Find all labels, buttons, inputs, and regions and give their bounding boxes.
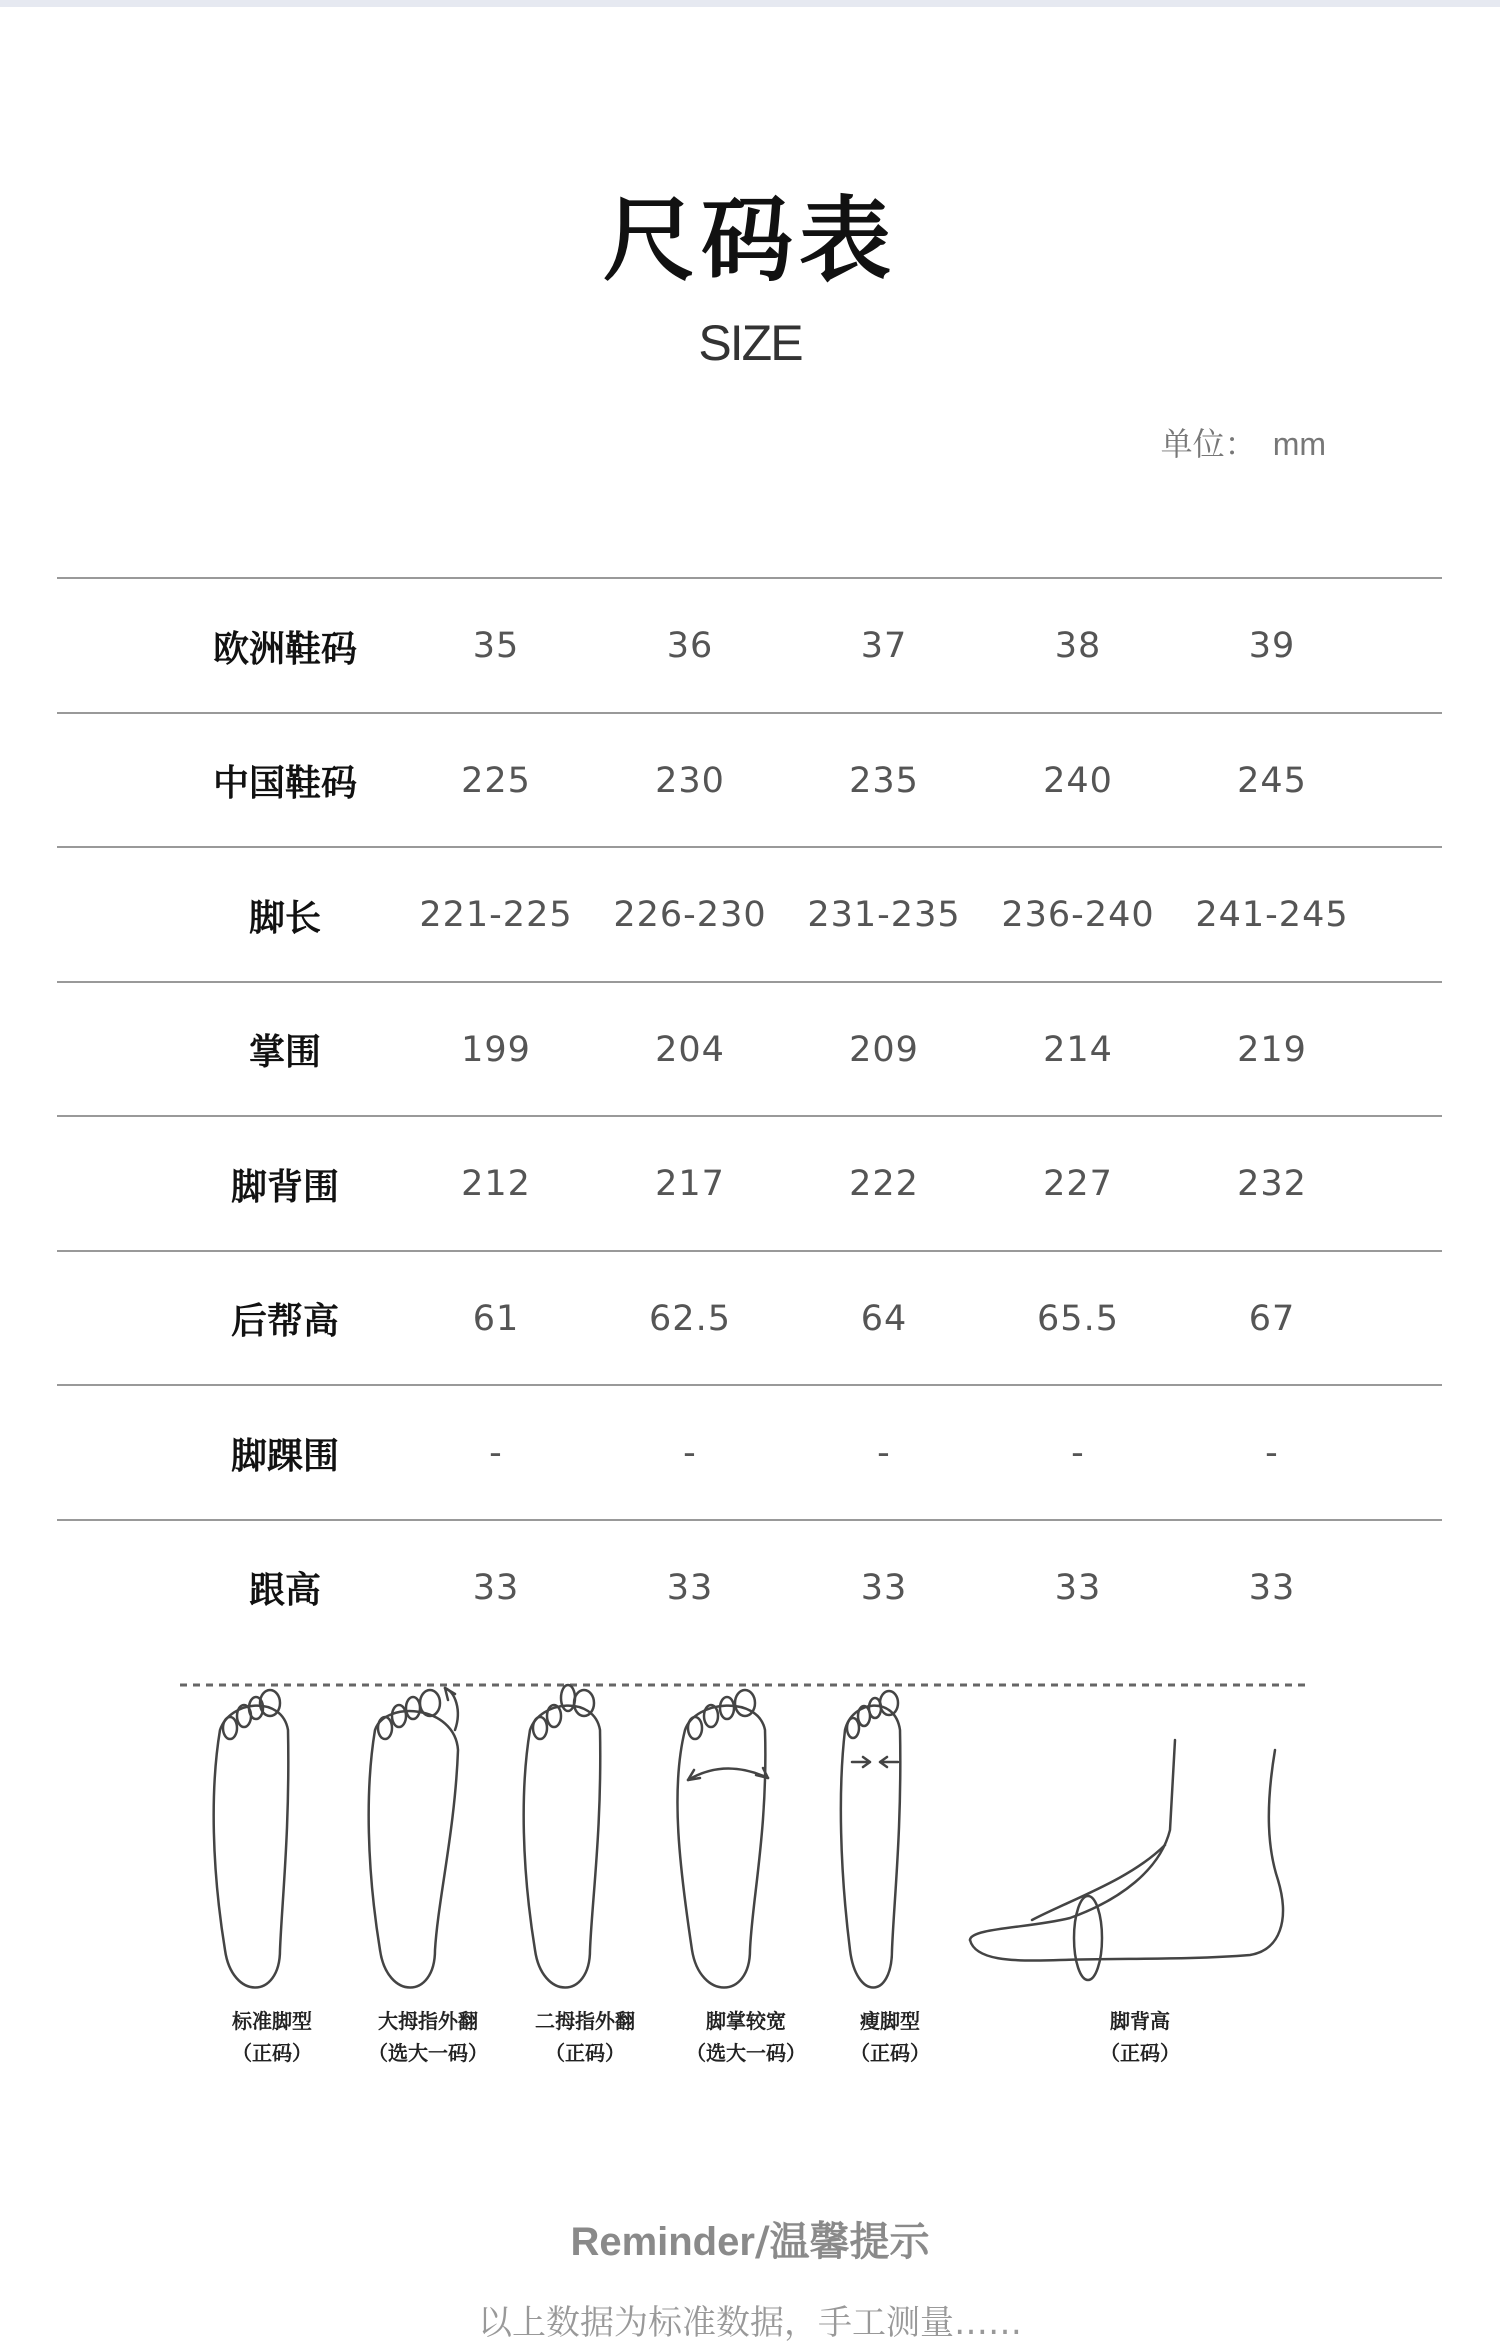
table-cell: 204 — [655, 1029, 725, 1070]
table-row — [57, 577, 1442, 712]
unit-label: 单位： — [1160, 425, 1257, 463]
table-cell: 33 — [1054, 1567, 1102, 1608]
foot-type-name: 脚掌较宽 — [706, 2009, 786, 2033]
table-row — [57, 1250, 1442, 1385]
reminder-text: 以上数据为标准数据，手工测量…… — [478, 2303, 1022, 2343]
table-cell: 35 — [472, 626, 520, 666]
foot-type-name: 脚背高 — [1110, 2009, 1170, 2033]
row-label: 后帮高 — [230, 1301, 339, 1342]
foot-type-advice: （正码） — [850, 2041, 930, 2065]
table-cell: 64 — [860, 1298, 908, 1339]
foot-type-name: 瘦脚型 — [860, 2009, 920, 2033]
table-cell: 226-230 — [613, 895, 767, 935]
standard-foot-icon — [214, 1690, 289, 1988]
table-cell: 231-235 — [807, 895, 961, 935]
table-cell: - — [1265, 1433, 1279, 1473]
table-cell: 241-245 — [1195, 895, 1349, 935]
table-cell: 33 — [472, 1567, 520, 1608]
table-cell: 227 — [1043, 1164, 1113, 1204]
table-cell: 245 — [1237, 760, 1307, 801]
second-toe-foot-icon — [524, 1685, 601, 1988]
table-cell: 209 — [849, 1029, 919, 1070]
row-label: 跟高 — [248, 1570, 321, 1611]
table-cell: 230 — [655, 760, 725, 801]
table-cell: 39 — [1248, 626, 1296, 666]
foot-type-advice: （选大一码） — [686, 2041, 806, 2065]
foot-type-advice: （选大一码） — [368, 2041, 488, 2065]
table-cell: 67 — [1248, 1298, 1296, 1339]
table-cell: 33 — [860, 1567, 908, 1608]
foot-type-advice: （正码） — [1100, 2041, 1180, 2065]
table-cell: 232 — [1237, 1164, 1307, 1204]
row-label: 掌围 — [248, 1032, 321, 1073]
unit-note — [1160, 425, 1326, 463]
row-label: 脚踝围 — [230, 1435, 339, 1477]
table-cell: 240 — [1043, 760, 1113, 801]
table-cell: 65.5 — [1037, 1298, 1119, 1339]
table-cell: 33 — [1248, 1567, 1296, 1608]
table-cell: 62.5 — [649, 1298, 731, 1339]
foot-type-advice: （正码） — [232, 2041, 312, 2065]
table-row — [57, 1519, 1442, 1654]
table-cell: 235 — [849, 760, 919, 801]
table-cell: 225 — [461, 760, 531, 801]
table-cell: 199 — [461, 1029, 531, 1070]
table-cell: 221-225 — [419, 895, 573, 935]
unit-value: mm — [1272, 426, 1326, 462]
table-cell: 217 — [655, 1164, 725, 1204]
row-label: 脚背围 — [230, 1166, 339, 1208]
narrow-foot-icon — [841, 1691, 900, 1988]
foot-type-caption — [795, 2005, 985, 2069]
reminder-heading — [0, 2219, 1500, 2265]
table-cell: - — [683, 1433, 697, 1473]
page-subtitle: SIZE — [698, 315, 802, 371]
foot-type-advice: （正码） — [545, 2041, 625, 2065]
top-strip — [0, 0, 1500, 7]
table-row — [57, 981, 1442, 1116]
reminder-en: Reminder — [570, 2220, 755, 2264]
table-cell: 219 — [1237, 1029, 1307, 1070]
foot-type-name: 二拇指外翻 — [535, 2009, 635, 2033]
row-label: 欧洲鞋码 — [212, 628, 357, 670]
table-row — [57, 1384, 1442, 1519]
table-cell: 38 — [1054, 626, 1102, 666]
table-cell: 212 — [461, 1164, 531, 1204]
high-instep-foot-icon — [970, 1740, 1283, 1980]
table-cell: 36 — [666, 626, 714, 666]
page-title: 尺码表 — [602, 187, 897, 294]
size-table — [57, 577, 1442, 1653]
foot-type-name: 标准脚型 — [232, 2009, 312, 2033]
table-cell: 222 — [849, 1164, 919, 1204]
table-cell: - — [1071, 1433, 1085, 1473]
bunion-foot-icon — [369, 1688, 458, 1988]
table-row — [57, 712, 1442, 847]
table-cell: 33 — [666, 1567, 714, 1608]
table-cell: 236-240 — [1001, 895, 1155, 935]
table-cell: - — [877, 1433, 891, 1473]
table-row — [57, 846, 1442, 981]
table-row — [57, 1115, 1442, 1250]
wide-foot-icon — [677, 1690, 768, 1988]
row-label: 中国鞋码 — [212, 763, 357, 804]
table-cell: - — [489, 1433, 503, 1473]
table-cell: 37 — [860, 626, 908, 666]
reminder-separator: / — [754, 2219, 770, 2265]
row-label: 脚长 — [248, 897, 321, 939]
foot-type-caption — [1045, 2005, 1235, 2069]
table-cell: 214 — [1043, 1029, 1113, 1070]
table-cell: 61 — [472, 1298, 520, 1339]
reminder-zh: 温馨提示 — [769, 2219, 930, 2265]
foot-type-name: 大拇指外翻 — [378, 2009, 478, 2033]
